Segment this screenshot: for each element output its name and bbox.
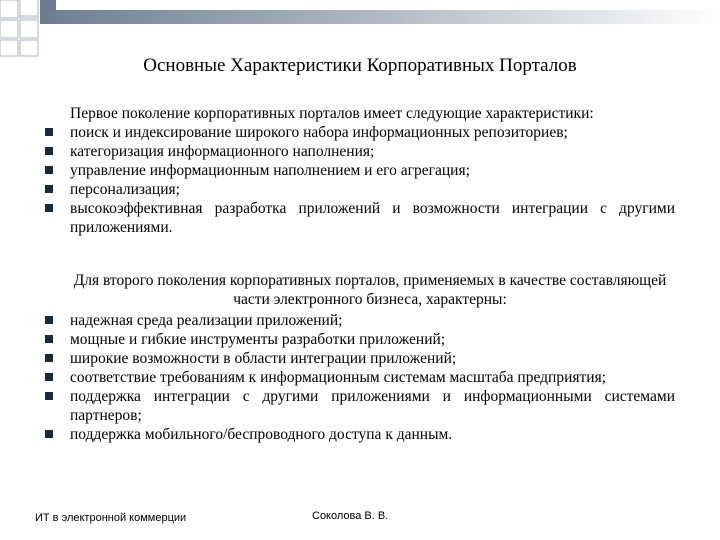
list-item: поддержка мобильного/беспроводного доступа к данным. [40, 425, 675, 444]
second-generation-list [40, 311, 675, 444]
list-item: поддержка интеграции с другими приложениями и информационными системами партнеров; [40, 387, 675, 425]
second-generation-intro: Для второго поколения корпоративных порталов, применяемых в качестве составляющей части электронного бизнеса, характерны: [73, 272, 667, 308]
list-item: надежная среда реализации приложений; [40, 311, 675, 330]
list-item: поиск и индексирование широкого набора информационных репозиториев; [40, 123, 675, 142]
decorative-header-pattern [0, 0, 720, 60]
square-bullet-icon [45, 166, 53, 174]
first-generation-intro: Первое поколение корпоративных порталов имеет следующие характеристики: [70, 105, 594, 122]
list-item: категоризация информационного наполнения; [40, 142, 675, 161]
list-item: соответствие требованиям к информационным системам масштаба предприятия; [40, 368, 675, 387]
square-bullet-icon [45, 392, 53, 400]
square-bullet-icon [45, 185, 53, 193]
square-bullet-icon [45, 128, 53, 136]
slide-title: Основные Характеристики Корпоративных Порталов [143, 55, 577, 76]
list-item: широкие возможности в области интеграции приложений; [40, 349, 675, 368]
footer-author: Соколова В. В. [312, 510, 389, 522]
square-bullet-icon [45, 430, 53, 438]
first-generation-list [40, 123, 675, 237]
list-item: высокоэффективная разработка приложений и возможности интеграции с другими приложениями. [40, 199, 675, 237]
square-bullet-icon [45, 354, 53, 362]
footer-course-title: ИТ в электронной коммерции [35, 512, 187, 524]
square-bullet-icon [45, 335, 53, 343]
list-item: персонализация; [40, 180, 675, 199]
list-item: управление информационным наполнением и его агрегация; [40, 161, 675, 180]
square-bullet-icon [45, 204, 53, 212]
square-bullet-icon [45, 147, 53, 155]
list-item: мощные и гибкие инструменты разработки приложений; [40, 330, 675, 349]
square-bullet-icon [45, 373, 53, 381]
square-bullet-icon [45, 316, 53, 324]
